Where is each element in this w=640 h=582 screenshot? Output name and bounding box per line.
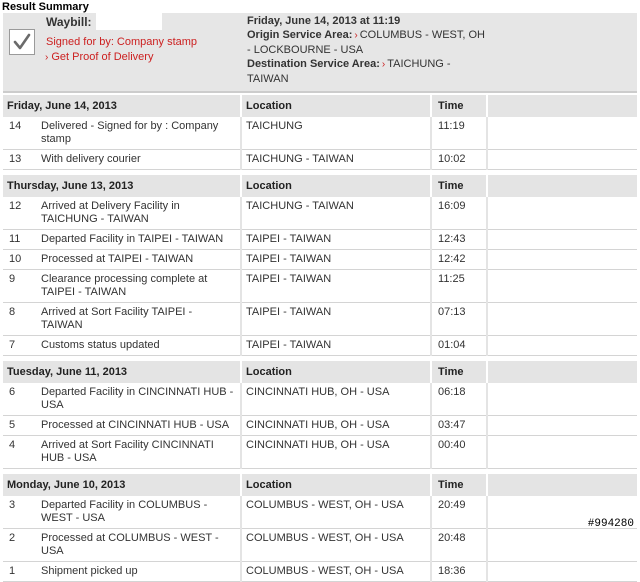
time-column-header: Time [431, 95, 487, 117]
chevron-right-icon: › [45, 52, 49, 63]
event-number: 13 [3, 150, 41, 170]
event-number: 4 [3, 436, 41, 469]
chevron-right-icon: › [354, 30, 358, 41]
tracking-event-row [3, 496, 637, 529]
location-column-header: Location [241, 361, 431, 383]
day-date: Tuesday, June 11, 2013 [3, 361, 241, 383]
location-column-header: Location [241, 95, 431, 117]
waybill-number-redacted [96, 13, 162, 30]
event-description: Arrived at Sort Facility TAIPEI - TAIWAN [41, 303, 241, 336]
watermark-id: #994280 [587, 518, 634, 530]
day-date: Friday, June 14, 2013 [3, 95, 241, 117]
origin-service-area [247, 28, 487, 57]
event-time: 18:36 [431, 562, 487, 582]
event-blank-cell [487, 270, 637, 303]
blank-column-header [487, 361, 637, 383]
origin-value: COLUMBUS - WEST, OH - LOCKBOURNE - USA [247, 29, 485, 56]
origin-label: Origin Service Area: [247, 29, 353, 41]
event-time: 06:18 [431, 383, 487, 416]
event-blank-cell [487, 529, 637, 562]
tracking-event-row [3, 383, 637, 416]
time-column-header: Time [431, 474, 487, 496]
tracking-event-row [3, 303, 637, 336]
tracking-event-row [3, 436, 637, 469]
event-blank-cell [487, 383, 637, 416]
blank-column-header [487, 474, 637, 496]
event-description: Departed Facility in CINCINNATI HUB - USA [41, 383, 241, 416]
day-header-row [3, 474, 637, 496]
event-number: 10 [3, 250, 41, 270]
location-column-header: Location [241, 474, 431, 496]
day-date: Thursday, June 13, 2013 [3, 175, 241, 197]
event-time: 03:47 [431, 416, 487, 436]
location-column-header: Location [241, 175, 431, 197]
tracking-event-row [3, 416, 637, 436]
event-description: Processed at CINCINNATI HUB - USA [41, 416, 241, 436]
event-blank-cell [487, 230, 637, 250]
event-blank-cell [487, 303, 637, 336]
tracking-event-row [3, 117, 637, 150]
event-time: 11:25 [431, 270, 487, 303]
event-number: 3 [3, 496, 41, 529]
tracking-event-row [3, 270, 637, 303]
event-description: Departed Facility in COLUMBUS - WEST - USA [41, 496, 241, 529]
event-location: TAICHUNG [241, 117, 431, 150]
event-description: Arrived at Sort Facility CINCINNATI HUB - USA [41, 436, 241, 469]
event-blank-cell [487, 150, 637, 170]
event-description: Processed at COLUMBUS - WEST - USA [41, 529, 241, 562]
event-time: 20:48 [431, 529, 487, 562]
get-proof-of-delivery-link[interactable] [45, 51, 153, 63]
blank-column-header [487, 175, 637, 197]
waybill-label: Waybill: [46, 15, 92, 29]
event-time: 16:09 [431, 197, 487, 230]
event-location: CINCINNATI HUB, OH - USA [241, 383, 431, 416]
event-number: 9 [3, 270, 41, 303]
tracking-event-row [3, 230, 637, 250]
tracking-event-row [3, 250, 637, 270]
event-number: 12 [3, 197, 41, 230]
event-time: 12:42 [431, 250, 487, 270]
event-description: Delivered - Signed for by : Company stamp [41, 117, 241, 150]
event-location: TAICHUNG - TAIWAN [241, 150, 431, 170]
event-number: 5 [3, 416, 41, 436]
event-description: Customs status updated [41, 336, 241, 356]
summary-details [247, 14, 487, 86]
event-number: 8 [3, 303, 41, 336]
time-column-header: Time [431, 361, 487, 383]
event-time: 20:49 [431, 496, 487, 529]
event-location: COLUMBUS - WEST, OH - USA [241, 529, 431, 562]
event-location: COLUMBUS - WEST, OH - USA [241, 562, 431, 582]
shipment-summary [3, 13, 637, 93]
event-location: CINCINNATI HUB, OH - USA [241, 436, 431, 469]
tracking-event-row [3, 150, 637, 170]
time-column-header: Time [431, 175, 487, 197]
event-number: 1 [3, 562, 41, 582]
blank-column-header [487, 95, 637, 117]
event-description: Departed Facility in TAIPEI - TAIWAN [41, 230, 241, 250]
event-blank-cell [487, 336, 637, 356]
delivery-datetime: Friday, June 14, 2013 at 11:19 [247, 15, 401, 27]
event-description: Processed at TAIPEI - TAIWAN [41, 250, 241, 270]
event-number: 6 [3, 383, 41, 416]
event-blank-cell [487, 250, 637, 270]
event-number: 14 [3, 117, 41, 150]
event-location: CINCINNATI HUB, OH - USA [241, 416, 431, 436]
event-time: 12:43 [431, 230, 487, 250]
event-time: 01:04 [431, 336, 487, 356]
event-number: 7 [3, 336, 41, 356]
event-description: With delivery courier [41, 150, 241, 170]
event-blank-cell [487, 562, 637, 582]
signed-for-status: Signed for by: Company stamp [46, 36, 198, 48]
event-description: Arrived at Delivery Facility in TAICHUNG - TAIWAN [41, 197, 241, 230]
tracking-events-table [3, 95, 637, 582]
day-header-row [3, 95, 637, 117]
event-location: TAIPEI - TAIWAN [241, 270, 431, 303]
event-time: 10:02 [431, 150, 487, 170]
day-header-row [3, 361, 637, 383]
destination-service-area [247, 57, 487, 86]
event-time: 00:40 [431, 436, 487, 469]
event-blank-cell [487, 416, 637, 436]
event-time: 11:19 [431, 117, 487, 150]
event-location: TAIPEI - TAIWAN [241, 336, 431, 356]
tracking-event-row [3, 336, 637, 356]
event-number: 2 [3, 529, 41, 562]
destination-value: TAICHUNG - TAIWAN [247, 58, 451, 85]
tracking-event-row [3, 562, 637, 582]
destination-label: Destination Service Area: [247, 58, 380, 70]
tracking-event-row [3, 197, 637, 230]
proof-link-label: Get Proof of Delivery [51, 51, 154, 63]
event-location: TAIPEI - TAIWAN [241, 230, 431, 250]
result-summary-title: Result Summary [2, 1, 89, 13]
event-blank-cell [487, 117, 637, 150]
event-blank-cell [487, 197, 637, 230]
event-location: TAICHUNG - TAIWAN [241, 197, 431, 230]
tracking-event-row [3, 529, 637, 562]
event-description: Shipment picked up [41, 562, 241, 582]
chevron-right-icon: › [381, 59, 386, 70]
day-date: Monday, June 10, 2013 [3, 474, 241, 496]
event-number: 11 [3, 230, 41, 250]
event-blank-cell [487, 436, 637, 469]
delivered-checkmark-icon [9, 29, 35, 55]
event-location: COLUMBUS - WEST, OH - USA [241, 496, 431, 529]
day-header-row [3, 175, 637, 197]
event-description: Clearance processing complete at TAIPEI - TAIWAN [41, 270, 241, 303]
event-location: TAIPEI - TAIWAN [241, 250, 431, 270]
event-time: 07:13 [431, 303, 487, 336]
event-location: TAIPEI - TAIWAN [241, 303, 431, 336]
